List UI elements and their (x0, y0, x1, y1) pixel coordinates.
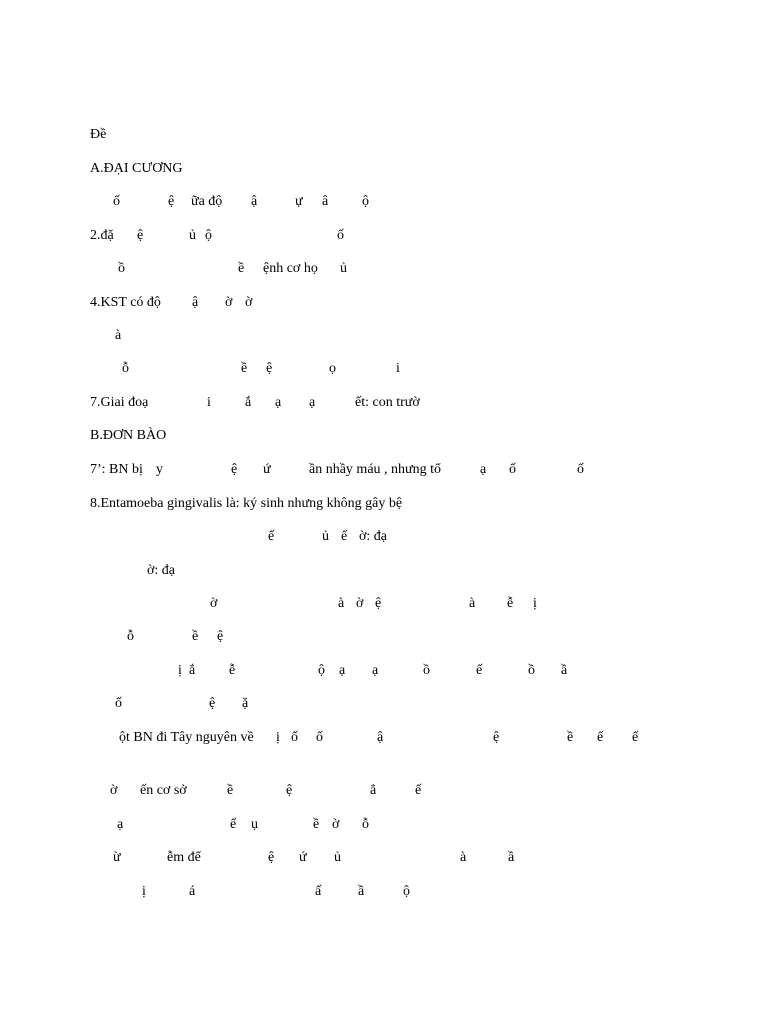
text-fragment: ạ (372, 663, 379, 678)
text-fragment: ệ (168, 194, 175, 209)
text-fragment: ứ (299, 850, 307, 865)
text-fragment: ạ (480, 462, 487, 477)
text-fragment: ụ (251, 817, 258, 832)
text-fragment: ễm để (167, 850, 201, 865)
text-fragment: ứ (263, 462, 271, 477)
text-fragment: ộ (205, 228, 212, 243)
line-20 (0, 781, 422, 801)
text-fragment: ế (415, 783, 422, 798)
text-fragment: ị (178, 663, 182, 678)
text-fragment: ấ (315, 884, 322, 899)
text-fragment: 4.KST có độ (90, 295, 161, 310)
line-8 (0, 359, 400, 379)
text-fragment: Đề (90, 127, 107, 142)
text-fragment: ồ (528, 663, 535, 678)
line-4 (0, 226, 344, 246)
line-18 (0, 694, 249, 714)
text-fragment: ị (276, 730, 280, 745)
text-fragment: ố (577, 462, 584, 477)
text-fragment: 7’: BN bị (90, 462, 143, 477)
text-fragment: ờ (332, 817, 340, 832)
text-fragment: 7.Giai đoạ (90, 395, 149, 410)
text-fragment: ề (238, 261, 245, 276)
line-9 (0, 393, 420, 413)
text-fragment: ầ (508, 850, 515, 865)
text-fragment: ậ (251, 194, 258, 209)
text-fragment: à (460, 850, 467, 865)
text-fragment: ủ (334, 850, 341, 865)
text-fragment: ế (230, 817, 237, 832)
text-fragment: ừ (113, 850, 121, 865)
text-fragment: ệ (375, 596, 382, 611)
text-fragment: ạ (339, 663, 346, 678)
text-fragment: ệ (493, 730, 500, 745)
text-fragment: ến cơ sở (140, 783, 187, 798)
text-fragment: á (189, 884, 196, 899)
text-fragment: ờ: đạ (147, 563, 176, 578)
line-6 (0, 293, 253, 313)
text-fragment: ạ (275, 395, 282, 410)
text-fragment: ộ (362, 194, 369, 209)
text-fragment: ề (567, 730, 574, 745)
text-fragment: ệ (268, 850, 275, 865)
text-fragment: ậ (192, 295, 199, 310)
line-17 (0, 661, 568, 681)
text-fragment: ố (316, 730, 323, 745)
text-fragment: ắ (245, 395, 252, 410)
text-fragment: y (156, 462, 163, 477)
line-11 (0, 460, 584, 480)
text-fragment: ế (341, 529, 348, 544)
text-fragment: ệnh cơ họ (263, 261, 318, 276)
text-fragment: ệ (209, 696, 216, 711)
text-fragment: 2.đặ (90, 228, 114, 243)
text-fragment: 8.Entamoeba gingivalis là: ký sinh nhưng không gây bệ (90, 496, 403, 511)
line-13 (0, 527, 388, 547)
text-fragment: ố (509, 462, 516, 477)
line-3 (0, 192, 369, 212)
line-14 (0, 561, 176, 581)
text-fragment: ề (241, 361, 248, 376)
text-fragment: ạ (117, 817, 124, 832)
text-fragment: ễ (507, 596, 514, 611)
text-fragment: ệ (137, 228, 144, 243)
text-fragment: ắ (189, 663, 196, 678)
text-fragment: ết: con trườ (355, 395, 420, 410)
text-fragment: ề (227, 783, 234, 798)
text-fragment: ộ (403, 884, 410, 899)
text-fragment: à (115, 328, 122, 343)
text-fragment: à (338, 596, 345, 611)
text-fragment: ị (533, 596, 537, 611)
text-fragment: ệ (266, 361, 273, 376)
text-fragment: ậ (377, 730, 384, 745)
text-fragment: ờ (225, 295, 233, 310)
text-fragment: ế (476, 663, 483, 678)
line-7 (0, 326, 122, 346)
text-fragment: ẳ (370, 783, 377, 798)
line-15 (0, 594, 537, 614)
line-16 (0, 627, 224, 647)
line-1 (0, 125, 107, 145)
text-fragment: ố (113, 194, 120, 209)
text-fragment: ỗ (122, 361, 129, 376)
text-fragment: ờ: đạ (359, 529, 388, 544)
text-fragment: ạ (309, 395, 316, 410)
line-2 (0, 159, 183, 179)
line-10 (0, 426, 167, 446)
text-fragment: ự (295, 194, 303, 209)
text-fragment: ệ (231, 462, 238, 477)
text-fragment: ủ (340, 261, 347, 276)
text-fragment: ột BN đi Tây nguyên về (119, 730, 254, 745)
text-fragment: ờ (110, 783, 118, 798)
text-fragment: ệ (217, 629, 224, 644)
text-fragment: ần nhầy máu , nhưng tổ (309, 462, 442, 477)
line-21 (0, 815, 369, 835)
line-22 (0, 848, 515, 868)
section-heading: A.ĐẠI CƯƠNG (90, 161, 183, 176)
text-fragment: ặ (242, 696, 249, 711)
text-fragment: à (469, 596, 476, 611)
section-heading: B.ĐƠN BÀO (90, 428, 167, 443)
line-23 (0, 882, 410, 902)
text-fragment: â (322, 194, 329, 209)
text-fragment: ề (313, 817, 320, 832)
text-fragment: ố (291, 730, 298, 745)
text-fragment: ọ (329, 361, 336, 376)
text-fragment: ệ (286, 783, 293, 798)
text-fragment: ố (337, 228, 344, 243)
text-fragment: i (396, 361, 400, 376)
text-fragment: ị (142, 884, 146, 899)
text-fragment: ế (597, 730, 604, 745)
text-fragment: ầ (358, 884, 365, 899)
text-fragment: ờ (245, 295, 253, 310)
text-fragment: ờ (356, 596, 364, 611)
text-fragment: ế (268, 529, 275, 544)
line-5 (0, 259, 347, 279)
text-fragment: ầ (561, 663, 568, 678)
text-fragment: ủ (322, 529, 329, 544)
line-12 (0, 494, 403, 514)
text-fragment: ố (115, 696, 122, 711)
text-fragment: ề (192, 629, 199, 644)
text-fragment: ữa độ (191, 194, 223, 209)
text-fragment: ờ (210, 596, 218, 611)
text-fragment: ễ (229, 663, 236, 678)
text-fragment: ộ (318, 663, 325, 678)
text-fragment: ế (632, 730, 639, 745)
text-fragment: ỗ (127, 629, 134, 644)
text-fragment: ủ (189, 228, 196, 243)
text-fragment: ồ (423, 663, 430, 678)
line-19 (0, 728, 639, 748)
text-fragment: ỗ (362, 817, 369, 832)
text-fragment: i (207, 395, 211, 410)
text-fragment: ồ (118, 261, 125, 276)
